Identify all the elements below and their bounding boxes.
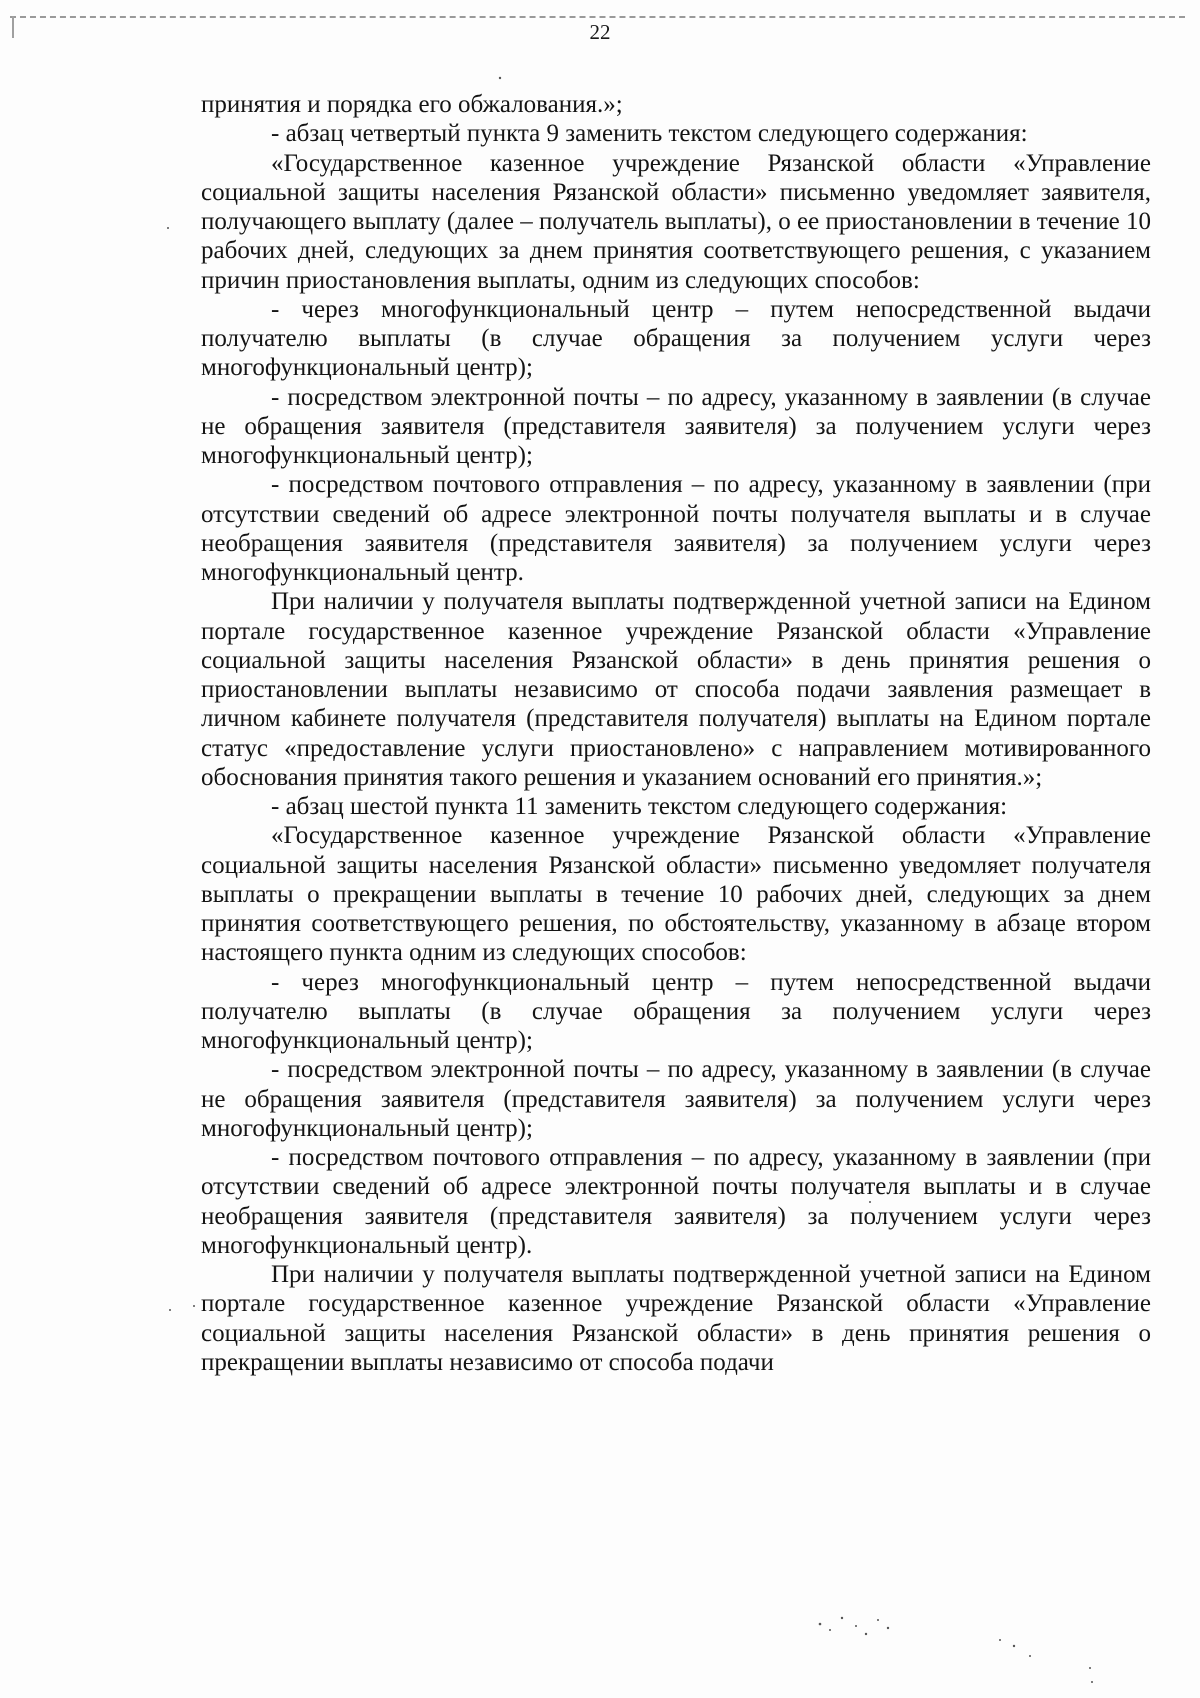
document-body (201, 90, 1151, 1377)
page-number: 22 (589, 20, 611, 44)
paragraph: При наличии у получателя выплаты подтвержденной учетной записи на Едином портале государственное казенное учреждение Рязанской области «Управление социальной защиты населения Рязанской области» в день принятия решения о приостановлении выплаты независимо от способа подачи заявления размещает в личном кабинете получателя (представителя получателя) выплаты на Едином портале статус «предоставление услуги приостановлено» с направлением мотивированного обоснования принятия такого решения и указанием оснований его принятия.»; (201, 588, 1151, 791)
paragraph: принятия и порядка его обжалования.»; (201, 91, 623, 118)
paragraph: - через многофункциональный центр – путем непосредственной выдачи получателю выплаты (в случае обращения за получением услуги через многофункциональный центр); (201, 295, 1151, 382)
paragraph: - посредством электронной почты – по адресу, указанному в заявлении (в случае не обращения заявителя (представителя заявителя) за получением услуги через многофункциональный центр); (201, 383, 1151, 469)
paragraph: - посредством электронной почты – по адресу, указанному в заявлении (в случае не обращения заявителя (представителя заявителя) за получением услуги через многофункциональный центр); (201, 1056, 1151, 1142)
paragraph: - абзац шестой пункта 11 заменить текстом следующего содержания: (271, 793, 1008, 820)
scan-border-line (10, 16, 1185, 18)
paragraph: При наличии у получателя выплаты подтвержденной учетной записи на Едином портале государственное казенное учреждение Рязанской области «Управление социальной защиты населения Рязанской области» в день принятия решения о прекращении выплаты независимо от способа подачи (201, 1261, 1151, 1376)
paragraph: - через многофункциональный центр – путем непосредственной выдачи получателю выплаты (в случае обращения за получением услуги через многофункциональный центр); (201, 968, 1151, 1054)
paragraph: - посредством почтового отправления – по адресу, указанному в заявлении (при отсутствии сведений об адресе электронной почты получателя выплаты и в случае необращения заявителя (представителя заявителя) за получением услуги через многофункциональный центр). (201, 1144, 1151, 1259)
paragraph: - посредством почтового отправления – по адресу, указанному в заявлении (при отсутствии сведений об адресе электронной почты получателя выплаты и в случае необращения заявителя (представителя заявителя) за получением услуги через многофункциональный центр. (201, 471, 1151, 586)
paragraph: «Государственное казенное учреждение Рязанской области «Управление социальной защиты населения Рязанской области» письменно уведомляет получателя выплаты о прекращении выплаты в течение 10 рабочих дней, следующих за днем принятия соответствующего решения, по обстоятельству, указанному в абзаце втором настоящего пункта одним из следующих способов: (201, 822, 1151, 967)
paragraph: - абзац четвертый пункта 9 заменить текстом следующего содержания: (271, 120, 1028, 148)
paragraph: «Государственное казенное учреждение Рязанской области «Управление социальной защиты населения Рязанской области» письменно уведомляет заявителя, получающего выплату (далее – получатель выплаты), о ее приостановлении в течение 10 рабочих дней, следующих за днем принятия соответствующего решения, с указанием причин приостановления выплаты, одним из следующих способов: (201, 149, 1151, 294)
